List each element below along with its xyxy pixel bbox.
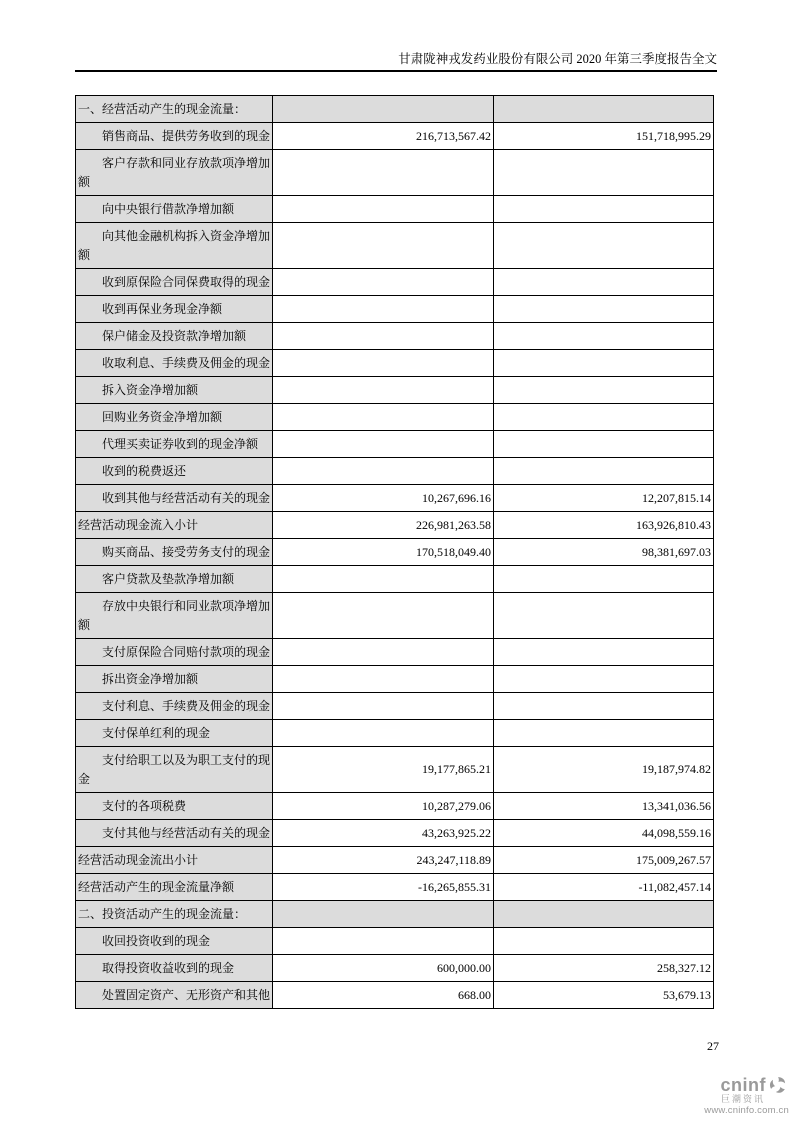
current-period-value-cell <box>273 323 494 350</box>
row-label-cell: 处置固定资产、无形资产和其他 <box>76 982 273 1009</box>
table-row <box>76 431 714 458</box>
current-period-value-cell <box>273 96 494 123</box>
row-label-cell: 支付其他与经营活动有关的现金 <box>76 820 273 847</box>
current-period-value-cell: 10,267,696.16 <box>273 485 494 512</box>
current-period-value-cell: 668.00 <box>273 982 494 1009</box>
row-label-cell: 经营活动产生的现金流量净额 <box>76 874 273 901</box>
table-row <box>76 377 714 404</box>
cninfo-brand-text: cninf <box>720 1075 766 1095</box>
table-row <box>76 693 714 720</box>
row-label-cell: 经营活动现金流出小计 <box>76 847 273 874</box>
prior-period-value-cell: 163,926,810.43 <box>494 512 714 539</box>
table-row <box>76 593 714 639</box>
table-row <box>76 820 714 847</box>
current-period-value-cell <box>273 404 494 431</box>
prior-period-value-cell <box>494 404 714 431</box>
prior-period-value-cell <box>494 693 714 720</box>
prior-period-value-cell <box>494 323 714 350</box>
current-period-value-cell <box>273 593 494 639</box>
prior-period-value-cell <box>494 96 714 123</box>
row-label-cell: 一、经营活动产生的现金流量： <box>76 96 273 123</box>
current-period-value-cell: 19,177,865.21 <box>273 747 494 793</box>
row-label-cell: 购买商品、接受劳务支付的现金 <box>76 539 273 566</box>
table-row <box>76 296 714 323</box>
table-row <box>76 874 714 901</box>
row-label-cell: 取得投资收益收到的现金 <box>76 955 273 982</box>
prior-period-value-cell <box>494 666 714 693</box>
table-row <box>76 485 714 512</box>
current-period-value-cell: 170,518,049.40 <box>273 539 494 566</box>
table-row <box>76 720 714 747</box>
current-period-value-cell <box>273 566 494 593</box>
table-row <box>76 123 714 150</box>
prior-period-value-cell <box>494 458 714 485</box>
row-label-cell: 收回投资收到的现金 <box>76 928 273 955</box>
cninfo-chinese-name: 巨潮资讯 <box>720 1094 765 1104</box>
current-period-value-cell <box>273 223 494 269</box>
current-period-value-cell: 600,000.00 <box>273 955 494 982</box>
row-label-cell: 支付原保险合同赔付款项的现金 <box>76 639 273 666</box>
row-label-cell: 向中央银行借款净增加额 <box>76 196 273 223</box>
current-period-value-cell: 243,247,118.89 <box>273 847 494 874</box>
row-label-cell: 回购业务资金净增加额 <box>76 404 273 431</box>
table-row <box>76 150 714 196</box>
current-period-value-cell: 216,713,567.42 <box>273 123 494 150</box>
table-row <box>76 458 714 485</box>
prior-period-value-cell <box>494 720 714 747</box>
row-label-cell: 二、投资活动产生的现金流量： <box>76 901 273 928</box>
table-row <box>76 982 714 1009</box>
current-period-value-cell: -16,265,855.31 <box>273 874 494 901</box>
row-label-cell: 收到的税费返还 <box>76 458 273 485</box>
current-period-value-cell <box>273 639 494 666</box>
table-row <box>76 96 714 123</box>
table-row <box>76 793 714 820</box>
row-label-cell: 支付的各项税费 <box>76 793 273 820</box>
current-period-value-cell: 10,287,279.06 <box>273 793 494 820</box>
current-period-value-cell <box>273 196 494 223</box>
prior-period-value-cell <box>494 350 714 377</box>
prior-period-value-cell <box>494 566 714 593</box>
row-label-cell: 支付保单红利的现金 <box>76 720 273 747</box>
prior-period-value-cell: 53,679.13 <box>494 982 714 1009</box>
row-label-cell: 向其他金融机构拆入资金净增加额 <box>76 223 273 269</box>
row-label-cell: 销售商品、提供劳务收到的现金 <box>76 123 273 150</box>
table-row <box>76 747 714 793</box>
table-row <box>76 955 714 982</box>
prior-period-value-cell: 151,718,995.29 <box>494 123 714 150</box>
cash-flow-table-body <box>76 96 714 1009</box>
current-period-value-cell <box>273 377 494 404</box>
cninfo-swirl-icon <box>767 1075 789 1095</box>
row-label-cell: 代理买卖证券收到的现金净额 <box>76 431 273 458</box>
table-row <box>76 847 714 874</box>
prior-period-value-cell: 98,381,697.03 <box>494 539 714 566</box>
cninfo-site-url: www.cninfo.com.cn <box>704 1105 789 1116</box>
current-period-value-cell <box>273 150 494 196</box>
prior-period-value-cell <box>494 639 714 666</box>
row-label-cell: 经营活动现金流入小计 <box>76 512 273 539</box>
current-period-value-cell: 226,981,263.58 <box>273 512 494 539</box>
table-row <box>76 901 714 928</box>
row-label-cell: 收到再保业务现金净额 <box>76 296 273 323</box>
current-period-value-cell <box>273 269 494 296</box>
prior-period-value-cell <box>494 928 714 955</box>
table-row <box>76 350 714 377</box>
table-row <box>76 323 714 350</box>
prior-period-value-cell <box>494 269 714 296</box>
row-label-cell: 拆入资金净增加额 <box>76 377 273 404</box>
page-number: 27 <box>707 1039 719 1053</box>
prior-period-value-cell: 13,341,036.56 <box>494 793 714 820</box>
table-row <box>76 404 714 431</box>
prior-period-value-cell: -11,082,457.14 <box>494 874 714 901</box>
table-row <box>76 928 714 955</box>
prior-period-value-cell: 44,098,559.16 <box>494 820 714 847</box>
row-label-cell: 收到其他与经营活动有关的现金 <box>76 485 273 512</box>
prior-period-value-cell: 175,009,267.57 <box>494 847 714 874</box>
table-row <box>76 512 714 539</box>
row-label-cell: 保户储金及投资款净增加额 <box>76 323 273 350</box>
prior-period-value-cell: 19,187,974.82 <box>494 747 714 793</box>
current-period-value-cell <box>273 458 494 485</box>
current-period-value-cell <box>273 720 494 747</box>
table-row <box>76 539 714 566</box>
prior-period-value-cell: 12,207,815.14 <box>494 485 714 512</box>
page-title: 甘肃陇神戎发药业股份有限公司 2020 年第三季度报告全文 <box>398 52 717 66</box>
prior-period-value-cell <box>494 296 714 323</box>
cninfo-logo <box>679 1075 789 1117</box>
prior-period-value-cell <box>494 901 714 928</box>
current-period-value-cell <box>273 350 494 377</box>
prior-period-value-cell <box>494 150 714 196</box>
current-period-value-cell <box>273 666 494 693</box>
prior-period-value-cell <box>494 593 714 639</box>
current-period-value-cell <box>273 693 494 720</box>
current-period-value-cell: 43,263,925.22 <box>273 820 494 847</box>
prior-period-value-cell <box>494 377 714 404</box>
row-label-cell: 收取利息、手续费及佣金的现金 <box>76 350 273 377</box>
cninfo-logo-top <box>679 1075 789 1095</box>
row-label-cell: 支付利息、手续费及佣金的现金 <box>76 693 273 720</box>
prior-period-value-cell <box>494 196 714 223</box>
table-row <box>76 566 714 593</box>
table-row <box>76 666 714 693</box>
prior-period-value-cell <box>494 223 714 269</box>
table-row <box>76 269 714 296</box>
prior-period-value-cell <box>494 431 714 458</box>
header-divider <box>75 70 717 72</box>
row-label-cell: 支付给职工以及为职工支付的现金 <box>76 747 273 793</box>
current-period-value-cell <box>273 901 494 928</box>
current-period-value-cell <box>273 296 494 323</box>
current-period-value-cell <box>273 928 494 955</box>
row-label-cell: 客户贷款及垫款净增加额 <box>76 566 273 593</box>
prior-period-value-cell: 258,327.12 <box>494 955 714 982</box>
cash-flow-table <box>75 95 714 1009</box>
table-row <box>76 196 714 223</box>
row-label-cell: 收到原保险合同保费取得的现金 <box>76 269 273 296</box>
row-label-cell: 拆出资金净增加额 <box>76 666 273 693</box>
table-row <box>76 223 714 269</box>
table-row <box>76 639 714 666</box>
current-period-value-cell <box>273 431 494 458</box>
row-label-cell: 存放中央银行和同业款项净增加额 <box>76 593 273 639</box>
row-label-cell: 客户存款和同业存放款项净增加额 <box>76 150 273 196</box>
